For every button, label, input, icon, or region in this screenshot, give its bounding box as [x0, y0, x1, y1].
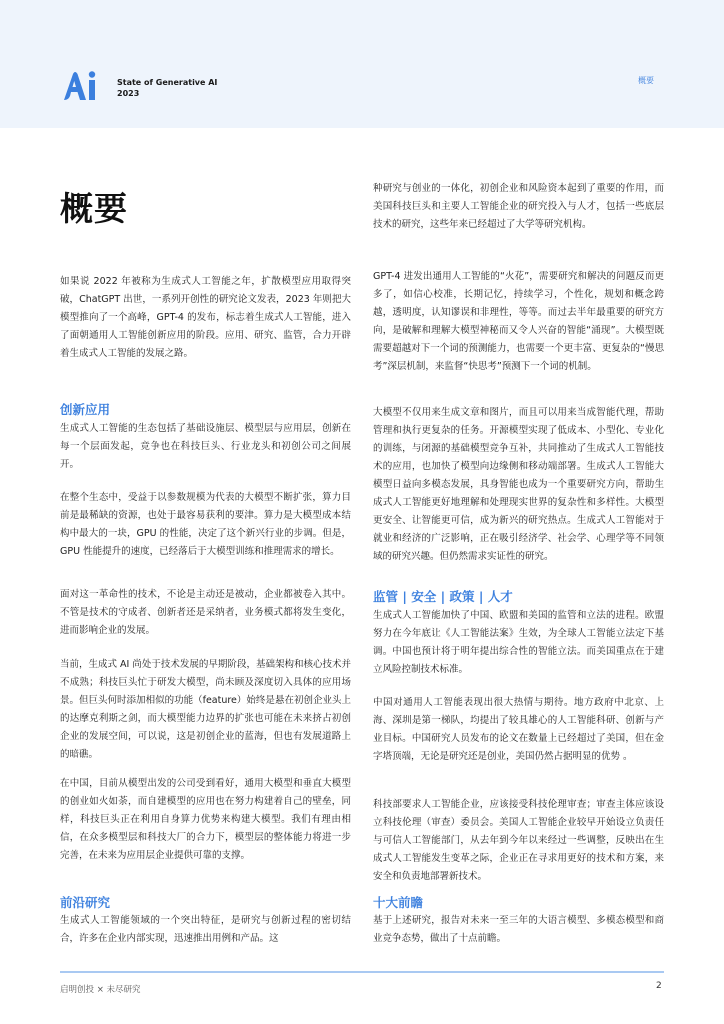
report-year: 2023	[117, 89, 140, 98]
paragraph: 大模型不仅用来生成文章和图片，而且可以用来当成智能代理，帮助管理和执行更复杂的任务。开源模型实现了低成本、小型化、专业化的训练，与闭源的基础模型竞争互补，共同推动了生成式人工智能技术的应用，也加快了模型向边缘侧和移动端部署。生成式人工智能大模型日益向多模态发展，具身智能也成为一个重要研究方向，帮助生成式人工智能更好地理解和处理现实世界的复杂性和多样性。大模型更安全、让智能更可信，成为新兴的研究热点。生成式人工智能对于就业和经济的广泛影响，正在吸引经济学、社会学、心理学等不同领域的研究兴趣。但仍然需求实证性的研究。	[373, 407, 664, 562]
page-number: 2	[656, 981, 662, 991]
heading-regulation: 监管 | 安全 | 政策 | 人才	[373, 589, 513, 604]
footer-divider	[60, 971, 664, 973]
page-title: 概要	[60, 189, 128, 228]
paragraph: 生成式人工智能领域的一个突出特征，是研究与创新过程的密切结合，许多在企业内部实现，迅速推出用例和产品。这	[60, 915, 351, 944]
paragraph: 生成式人工智能加快了中国、欧盟和美国的监管和立法的进程。欧盟努力在今年底让《人工智能法案》生效，为全球人工智能立法定下基调。中国也预计将于明年提出综合性的智能立法。而美国重点在于建立风险控制技术标准。	[373, 610, 664, 675]
paragraph: 在中国，目前从模型出发的公司受到看好，通用大模型和垂直大模型的创业如火如荼，而自建模型的应用也在努力构建着自己的壁垒，同样，科技巨头正在利用自身算力优势来构建大模型。我们有理由相信，在众多模型层和科技大厂的合力下，模型层的整体能力将进一步完善，在未来为应用层企业提供可靠的支撑。	[60, 778, 351, 861]
paragraph: 科技部要求人工智能企业，应该接受科技伦理审查；审查主体应该设立科技伦理（审查）委员会。美国人工智能企业较早开始设立负责任与可信人工智能部门，从去年到今年以来经过一些调整，反映出在生成式人工智能发生变革之际，企业正在寻求用更好的技术和方案，来安全和负责地部署新技术。	[373, 799, 664, 882]
footer-publisher: 启明创投 × 未尽研究	[60, 985, 141, 995]
paragraph: 当前，生成式 AI 尚处于技术发展的早期阶段，基础架构和核心技术并不成熟；科技巨头忙于研发大模型，尚未顾及深度切入具体的应用场景。但巨头何时添加相似的功能（feature）始终是悬在初创企业头上的达摩克利斯之剑，而大模型能力边界的扩张也可能在未来挤占初创企业的发展空间，可以说，这是初创企业的蓝海，但也有发展道路上的暗礁。	[60, 659, 351, 760]
paragraph: 种研究与创业的一体化，初创企业和风险资本起到了重要的作用，而美国科技巨头和主要人工智能企业的研究投入与人才，包括一些底层技术的研究，这些年来已经超过了大学等研究机构。	[373, 183, 664, 230]
report-title: State of Generative AI	[117, 78, 218, 87]
paragraph: 中国对通用人工智能表现出很大热情与期待。地方政府中北京、上海、深圳是第一梯队，均提出了较具雄心的人工智能科研、创新与产业目标。中国研究人员发布的论文在数量上已经超过了美国，但在金字塔顶端，无论是研究还是创业，美国仍然占据明显的优势 。	[373, 697, 664, 762]
paragraph: GPT-4 进发出通用人工智能的“火花”，需要研究和解决的问题反而更多了，如信心校准，长期记忆，持续学习，个性化，规划和概念跨越，透明度，认知谬误和非理性，等等。而过去半年最重要的研究方向，是破解和理解大模型神秘而又令人兴奋的智能“涌现”。大模型既需要超越对下一个词的预测能力，也需要一个更丰富、更复杂的“慢思考”深层机制，来监督“快思考”预测下一个词的机制。	[373, 271, 664, 372]
heading-innovation: 创新应用	[60, 402, 111, 417]
header-section-label: 概要	[638, 76, 654, 85]
ai-logo-icon	[62, 70, 108, 102]
heading-outlook: 十大前瞻	[373, 895, 424, 910]
paragraph: 面对这一革命性的技术，不论是主动还是被动，企业都被卷入其中。不管是技术的守成者、创新者还是采纳者，业务模式都将发生变化，进而影响企业的发展。	[60, 589, 351, 636]
paragraph: 在整个生态中，受益于以参数规模为代表的大模型不断扩张，算力目前是最稀缺的资源，也处于最容易获利的要津。算力是大模型成本结构中最大的一块，GPU 的性能，决定了这个新兴行业的步调。但是，GPU 性能提升的速度，已经落后于大模型训练和推理需求的增长。	[60, 492, 351, 557]
heading-research: 前沿研究	[60, 895, 111, 910]
intro-paragraph: 如果说 2022 年被称为生成式人工智能之年，扩散模型应用取得突破，ChatGPT 出世，一系列开创性的研究论文发表，2023 年则把大模型推向了一个高峰，GPT-4 的发布，标志着生成式人工智能，进入了面朝通用人工智能创新应用的阶段。应用、研究、监管，合力开辟着生成式人工智能的发展之路。	[60, 276, 351, 359]
page-header	[0, 0, 724, 128]
paragraph: 生成式人工智能的生态包括了基础设施层、模型层与应用层，创新在每一个层面发起，竞争也在科技巨头、行业龙头和初创公司之间展开。	[60, 423, 351, 470]
paragraph: 基于上述研究，报告对未来一至三年的大语言模型、多模态模型和商业竞争态势，做出了十点前瞻。	[373, 915, 664, 944]
